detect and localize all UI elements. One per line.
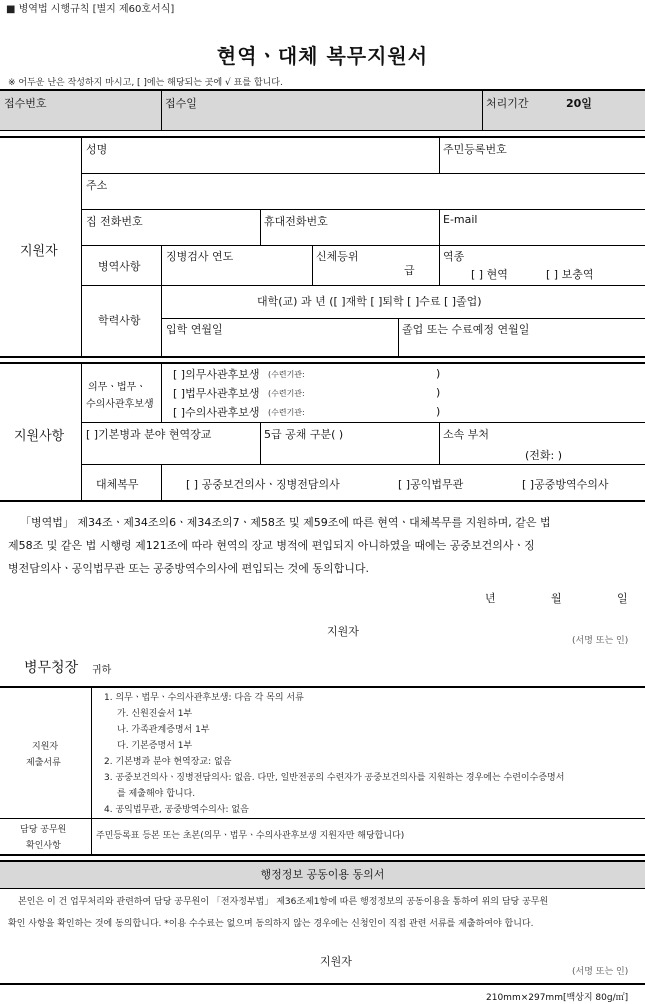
officer-check-text: 주민등록표 등본 또는 초본(의무ㆍ법무ㆍ수의사관후보생 지원자만 해당합니다) [96,831,405,841]
law-officer-checkbox[interactable]: [ ]법무사관후보생 [173,387,260,400]
declaration-line-2: 제58조 및 같은 법 시행령 제121조에 따라 현역의 장교 병적에 편입되지 아니하였을 때에는 공중보건의사ㆍ징 [8,539,535,552]
civil-service-grade-field[interactable]: 5급 공채 구분( ) [264,428,344,441]
processing-period-label: 처리기간 [486,97,529,110]
officer-check-label-1: 담당 공무원 [20,825,67,835]
receipt-date-label: 접수일 [165,97,197,110]
recipient-label: 병무청장 [24,660,79,676]
applicant-docs-label-1: 지원자 [32,742,59,752]
declaration-signer: 지원자 [327,625,359,638]
processing-period-value: 20일 [566,97,592,110]
address-field[interactable]: 주소 [86,179,108,192]
declaration-line-3: 병전담의사ㆍ공익법무관 또는 공중방역수의사에 편입되는 것에 동의합니다. [8,562,370,575]
education-section-label: 학력사항 [98,314,141,327]
date-year[interactable]: 년 [485,592,496,605]
recipient-suffix: 귀하 [92,665,112,676]
doc-item-1a: 가. 신원진술서 1부 [117,709,193,719]
ministry-phone-field[interactable]: (전화: ) [525,449,563,462]
basic-branch-officer-checkbox[interactable]: [ ]기본병과 분야 현역장교 [86,428,212,441]
medical-label-line2: 수의사관후보생 [86,399,154,410]
service-reserve-checkbox[interactable]: [ ] 보충역 [546,268,594,281]
receipt-row [0,90,645,130]
graduation-date-field[interactable]: 졸업 또는 수료예정 연월일 [402,323,530,336]
ministry-field[interactable]: 소속 부처 [443,428,490,441]
public-lawyer-checkbox[interactable]: [ ]공익법무관 [398,478,464,491]
training-org-3-close: ) [436,405,441,418]
grade-field[interactable]: 신체등위 [316,250,359,263]
consent-title: 행정정보 공동이용 동의서 [260,868,385,881]
training-org-2-label: (수련기관: [268,389,305,398]
vet-officer-checkbox[interactable]: [ ]수의사관후보생 [173,406,260,419]
email-field[interactable]: E-mail [443,213,478,226]
consent-sign-hint[interactable]: (서명 또는 인) [572,967,629,977]
training-org-2-close: ) [436,386,441,399]
medical-label-line1: 의무ㆍ법무ㆍ [88,382,146,393]
officer-check-label-2: 확인사항 [26,841,61,851]
exam-year-field[interactable]: 징병검사 연도 [166,250,234,263]
public-health-doctor-checkbox[interactable]: [ ] 공중보건의사ㆍ징병전담의사 [186,478,340,491]
paper-spec: 210mm×297mm[백상지 80g/㎡] [486,993,629,1003]
doc-item-2: 2. 기본병과 분야 현역장교: 없음 [104,757,232,767]
support-section-label: 지원사항 [14,429,65,444]
form-source: ■ 병역법 시행규칙 [별지 제60호서식] [6,4,175,15]
name-field[interactable]: 성명 [86,143,108,156]
consent-line-1: 본인은 이 건 업무처리와 관련하여 담당 공무원이 「전자정부법」 제36조제1항에 따른 행정정보의 공동이용을 통하여 위의 담당 공무원 [18,897,549,907]
medical-officer-checkbox[interactable]: [ ]의무사관후보생 [173,368,260,381]
service-type-label: 역종 [443,250,465,263]
declaration-sign-hint[interactable]: (서명 또는 인) [572,636,629,646]
doc-item-1c: 다. 기본증명서 1부 [117,741,193,751]
alternative-service-label: 대체복무 [96,478,139,491]
declaration-line-1: 「병역법」 제34조ㆍ제34조의6ㆍ제34조의7ㆍ제58조 및 제59조에 따른 현역ㆍ대체복무를 지원하며, 같은 법 [20,516,551,529]
receipt-number-label: 접수번호 [4,97,47,110]
doc-item-1: 1. 의무ㆍ법무ㆍ수의사관후보생: 다음 각 목의 서류 [104,693,304,703]
military-section-label: 병역사항 [98,260,141,273]
training-org-1-label: (수련기관: [268,370,305,379]
date-day[interactable]: 일 [617,592,628,605]
doc-item-3b: 를 제출해야 합니다. [117,789,196,799]
applicant-section-label: 지원자 [20,244,58,259]
doc-item-3: 3. 공중보건의사ㆍ징병전담의사: 없음. 다만, 일반전공의 수련자가 공중보건의사를 지원하는 경우에는 수련이수증명서 [104,773,565,783]
doc-item-1b: 나. 가족관계증명서 1부 [117,725,210,735]
mobile-field[interactable]: 휴대전화번호 [264,215,328,228]
consent-line-2: 확인 사항을 확인하는 것에 동의합니다. *이용 수수료는 없으며 동의하지 않는 경우에는 신청인이 직접 관련 서류를 제출하여야 합니다. [8,919,534,929]
form-title: 현역ㆍ대체 복무지원서 [216,44,429,68]
form-note: ※ 어두운 난은 작성하지 마시고, [ ]에는 해당되는 곳에 √ 표를 합니다. [8,78,283,88]
home-phone-field[interactable]: 집 전화번호 [86,215,143,228]
education-status-line[interactable]: 대학(교) 과 년 ([ ]재학 [ ]퇴학 [ ]수료 [ ]졸업) [257,295,482,308]
applicant-docs-label-2: 제출서류 [26,758,61,768]
grade-unit: 급 [404,264,415,277]
rrn-field[interactable]: 주민등록번호 [443,143,507,156]
admission-date-field[interactable]: 입학 연월일 [166,323,223,336]
training-org-3-label: (수련기관: [268,408,305,417]
date-month[interactable]: 월 [551,592,562,605]
doc-item-4: 4. 공익법무관, 공중방역수의사: 없음 [104,805,249,815]
training-org-1-close: ) [436,367,441,380]
service-active-checkbox[interactable]: [ ] 현역 [471,268,508,281]
public-vet-checkbox[interactable]: [ ]공중방역수의사 [522,478,609,491]
consent-signer: 지원자 [320,955,352,968]
